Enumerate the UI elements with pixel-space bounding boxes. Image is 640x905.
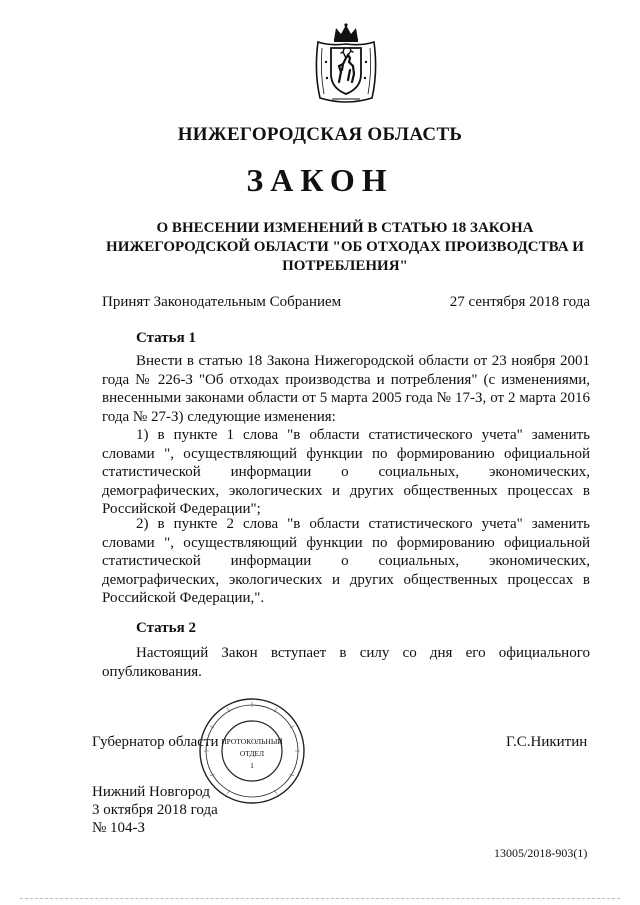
article-1-intro: Внести в статью 18 Закона Нижегородской области от 23 ноября 2001 года № 226-З "Об отходах производства и потребления" (с изменениями, внесенными законами области от 5 марта 2005 года № 17-З, от 2 марта 2016 года № 27-З) следующие изменения: [102,353,590,425]
article-1-heading: Статья 1 [136,330,196,346]
law-title [90,219,600,276]
law-title-line: ПОТРЕБЛЕНИЯ" [282,258,408,274]
stamp-line-2: ОТДЕЛ [239,749,265,758]
document-type-heading: ЗАКОН [246,162,394,198]
adoption-line [102,294,590,311]
article-2-text: Настоящий Закон вступает в силу со дня его официального опубликования. [102,645,590,680]
law-title-line: НИЖЕГОРОДСКОЙ ОБЛАСТИ "ОБ ОТХОДАХ ПРОИЗВОДСТВА И [106,239,584,255]
adopted-by: Принят Законодательным Собранием [102,294,342,310]
article-1-item-1: 1) в пункте 1 слова "в области статистического учета" заменить словами ", осуществляющий функции по формированию официальной статистической информации о социальных, экономических, демографических, экологических и других общественных процессах в Российской Федерации"; [102,427,590,518]
adoption-date: 27 сентября 2018 года [449,294,590,310]
stamp-line-3: 1 [250,761,254,770]
signing-place-block [92,783,218,837]
coat-of-arms-icon [312,22,380,106]
law-title-line: О ВНЕСЕНИИ ИЗМЕНЕНИЙ В СТАТЬЮ 18 ЗАКОНА [156,220,534,236]
document-code: 13005/2018-903(1) [494,846,588,860]
region-heading: НИЖЕГОРОДСКАЯ ОБЛАСТЬ [177,124,463,145]
signatory-position: Губернатор области [92,734,219,750]
article-2-heading: Статья 2 [136,620,196,636]
law-number: № 104-З [92,820,146,836]
signing-city: Нижний Новгород [92,784,210,800]
signatory-name: Г.С.Никитин [506,734,588,750]
page-bottom-edge [20,898,620,899]
stamp-line-1: ПРОТОКОЛЬНЫЙ [221,737,283,746]
article-1-item-2: 2) в пункте 2 слова "в области статистического учета" заменить словами ", осуществляющий функции по формированию официальной статистической информации о социальных, экономических, демографических, экологических и других общественных процессах в Российской Федерации,". [102,516,590,607]
signing-date: 3 октября 2018 года [92,802,218,818]
